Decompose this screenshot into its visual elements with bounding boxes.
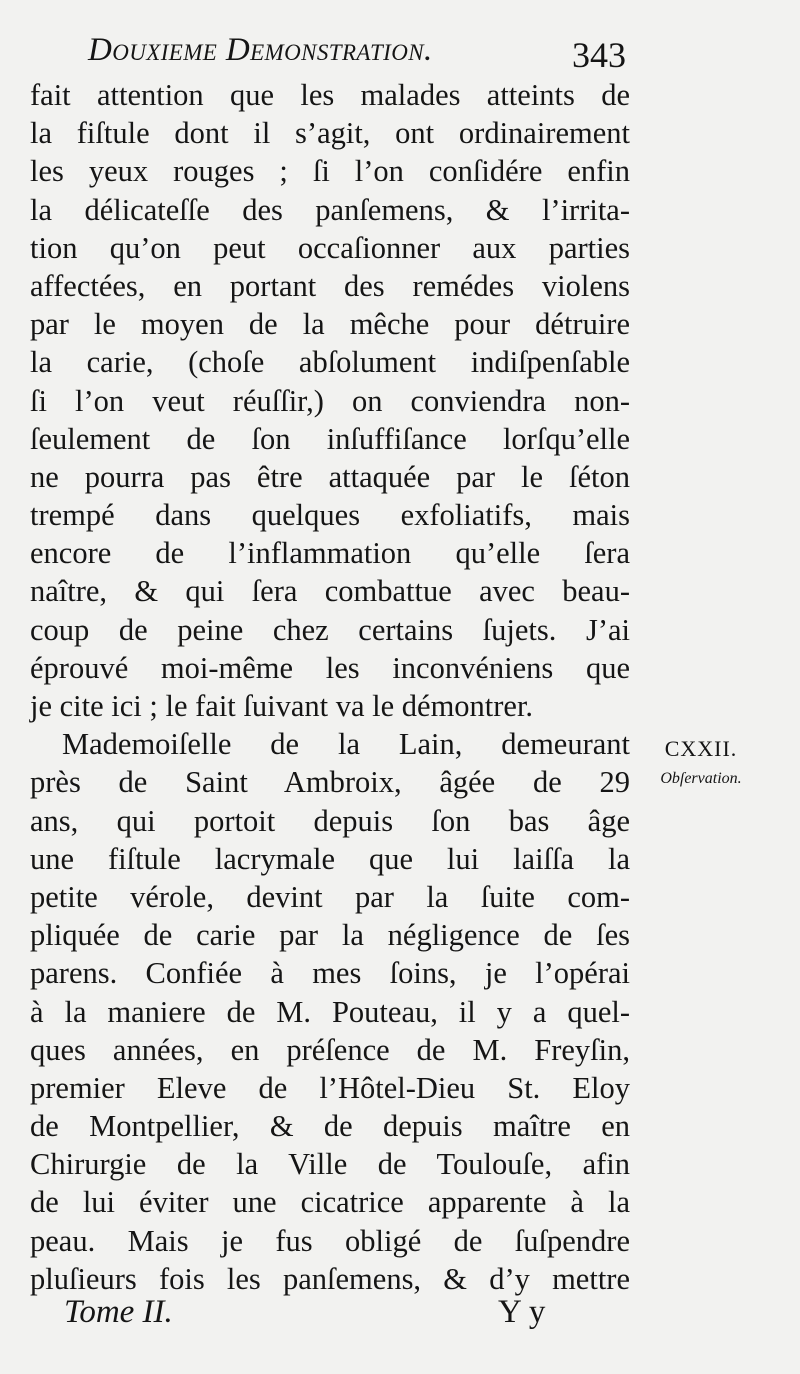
text-line: parens. Confiée à mes ſoins, je l’opérai [30,956,630,991]
observation-number: CXXII. [664,736,738,761]
body-text [30,76,630,1298]
text-line: je cite ici ; le fait ſuivant va le démontrer. [30,689,534,723]
text-line: la carie, (choſe abſolument indiſpenſable [30,345,630,380]
text-line: Chirurgie de la Ville de Toulouſe, afin [30,1147,630,1182]
text-line: près de Saint Ambroix, âgée de 29 [30,765,630,800]
text-line: de Montpellier, & de depuis maître en [30,1109,630,1144]
text-line: encore de l’inflammation qu’elle ſera [30,536,630,571]
page-number: 343 [572,35,626,75]
text-line: par le moyen de la mêche pour détruire [30,307,630,342]
text-line: éprouvé moi-même les inconvéniens que [30,650,630,685]
text-line: ne pourra pas être attaquée par le ſéton [30,459,630,494]
text-line: une fiſtule lacrymale que lui laiſſa la [30,841,630,876]
text-line: Mademoiſelle de la Lain, demeurant [62,727,630,762]
running-head [30,28,626,78]
running-title: Douxieme Demonstration. [88,32,433,68]
text-line: pluſieurs fois les panſemens, & d’y mettre [30,1261,630,1296]
text-line: naître, & qui ſera combattue avec beau- [30,574,630,609]
text-line: ans, qui portoit depuis ſon bas âge [30,803,630,838]
text-line: trempé dans quelques exfoliatifs, mais [30,498,630,533]
text-line: les yeux rouges ; ſi l’on conſidére enfin [30,154,630,189]
text-line: ſeulement de ſon inſuffiſance lorſqu’elle [30,421,630,456]
text-line: à la maniere de M. Pouteau, il y a quel- [30,994,630,1029]
text-line: de lui éviter une cicatrice apparente à la [30,1185,630,1220]
text-line: pliquée de carie par la négligence de ſes [30,918,630,953]
text-line: peau. Mais je fus obligé de ſuſpendre [30,1223,630,1258]
text-line: fait attention que les malades atteints de [30,78,630,112]
text-line: petite vérole, devint par la ſuite com- [30,879,630,914]
signature-mark: Y y [498,1294,546,1330]
observation-label: Obſervation. [660,770,742,787]
volume-label: Tome II. [64,1294,173,1330]
text-line: premier Eleve de l’Hôtel-Dieu St. Eloy [30,1070,630,1105]
text-line: affectées, en portant des remédes violens [30,268,630,303]
text-line: la fiſtule dont il s’agit, ont ordinairement [30,116,630,151]
text-line: tion qu’on peut occaſionner aux parties [30,230,630,265]
page-footer [30,1294,630,1344]
text-line: ques années, en préſence de M. Freyſin, [30,1032,630,1067]
text-line: ſi l’on veut réuſſir,) on conviendra non- [30,383,630,418]
text-line: la délicateſſe des panſemens, & l’irrita- [30,192,630,227]
text-line: coup de peine chez certains ſujets. J’ai [30,612,630,647]
